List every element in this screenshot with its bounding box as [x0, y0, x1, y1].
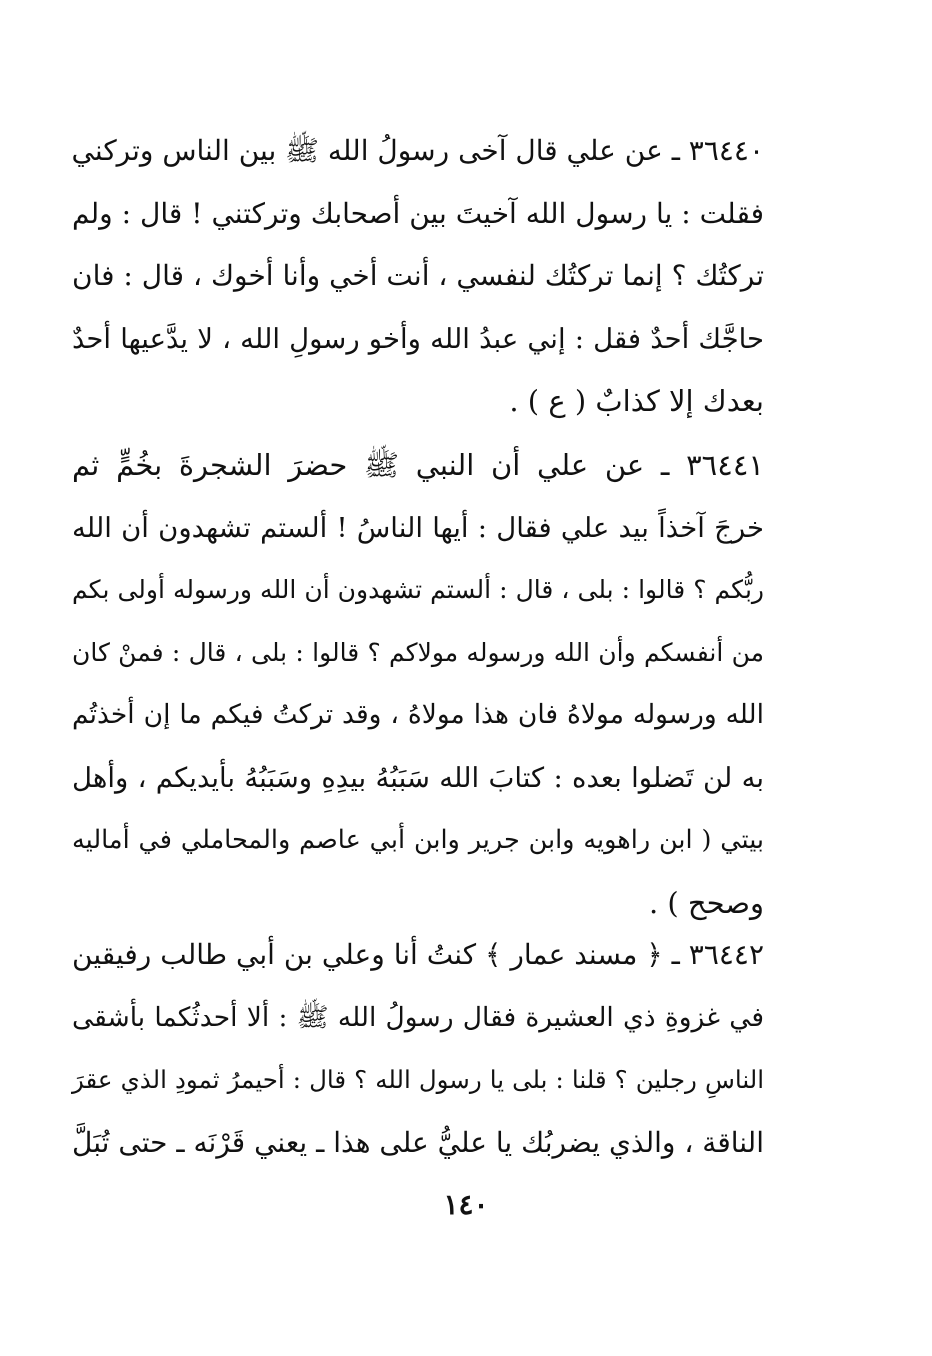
text-line: ٣٦٤٤٢ ـ ﴿ مسند عمار ﴾ كنتُ أنا وعلي بن أبي طالب رفيقين: [72, 938, 764, 971]
text-line: بعدك إلا كذابٌ ( ع ) .: [509, 384, 764, 418]
text-line: حاجَّك أحدٌ فقل : إني عبدُ الله وأخو رسولِ الله ، لا يدَّعيها أحدٌ: [72, 322, 764, 355]
text-line: الناسِ رجلين ؟ قلنا : بلى يا رسول الله ؟ قال : أحيمرُ ثمودِ الذي عقرَ: [72, 1065, 764, 1094]
text-line: في غزوةِ ذي العشيرة فقال رسولُ الله ﷺ : ألا أحدثُكما بأشقى: [72, 1001, 764, 1033]
text-line: ربُّكم ؟ قالوا : بلى ، قال : ألستم تشهدون أن الله ورسوله أولى بكم: [72, 575, 764, 604]
text-line: ٣٦٤٤٠ ـ عن علي قال آخى رسولُ الله ﷺ بين الناس وتركني: [71, 134, 764, 167]
text-line: من أنفسكم وأن الله ورسوله مولاكم ؟ قالوا : بلى ، قال : فمنْ كان: [72, 637, 764, 667]
text-line: فقلت : يا رسول الله آخيتَ بين أصحابك وتركتني ! قال : ولم: [72, 196, 764, 230]
text-line: ٣٦٤٤١ ـ عن علي أن النبي ﷺ حضرَ الشجرةَ بخُمٍّ ثم: [72, 448, 764, 482]
hadith-36442: [72, 924, 764, 1174]
text-line: خرجَ آخذاً بيد علي فقال : أيها الناسُ ! ألستم تشهدون أن الله: [72, 511, 764, 544]
text-line: الله ورسوله مولاهُ فان هذا مولاهُ ، وقد تركتُ فيكم ما إن أخذتُم: [72, 699, 764, 730]
page-number: ١٤٠: [443, 1188, 489, 1221]
text-line: تركتُك ؟ إنما تركتُك لنفسي ، أنت أخي وأنا أخوك ، قال : فان: [72, 259, 764, 292]
text-line: بيتي ( ابن راهويه وابن جرير وابن أبي عاصم والمحاملي في أماليه: [72, 825, 764, 855]
text-line: به لن تَضلوا بعده : كتابَ الله سَبَبُهُ بيدِهِ وسَبَبُهُ بأيديكم ، وأهل: [72, 761, 764, 794]
text-line: الناقة ، والذي يضربُك يا عليُّ على هذا ـ يعني قَرْنَه ـ حتى تُبَلَّ: [72, 1125, 764, 1159]
text-line: وصحح ) .: [648, 885, 764, 920]
hadith-36440: [72, 120, 764, 433]
hadith-36441: [72, 434, 764, 934]
